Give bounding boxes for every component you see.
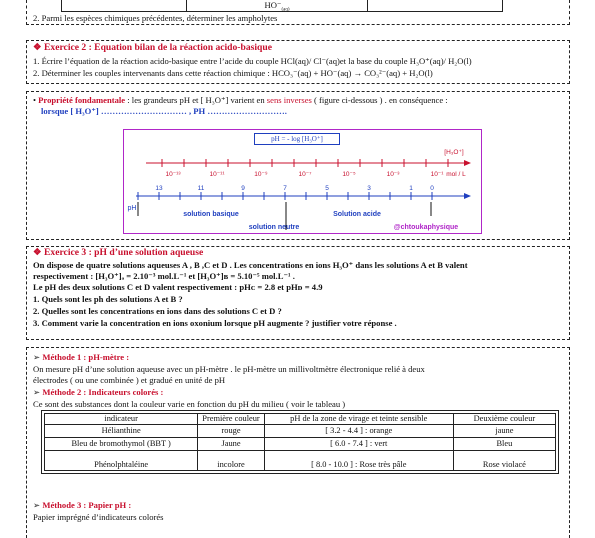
concentration-tick-label: 10⁻⁷ bbox=[298, 171, 312, 178]
concentration-tick-label: 10⁻¹¹ bbox=[209, 171, 225, 178]
table-cell: [ 6.0 - 7.4 ] : vert bbox=[264, 437, 453, 450]
table-cell: Jaune bbox=[198, 437, 264, 450]
top-table-fragment: $HO^-_{(aq)}$ 2. Parmi les espèces chimiques précédentes, déterminer les ampholytes bbox=[26, 0, 570, 25]
table-cell: [ 3.2 - 4.4 ] : orange bbox=[264, 424, 453, 437]
table-cell: Hélianthine bbox=[45, 424, 198, 437]
concentration-tick-label: 10⁻¹ bbox=[430, 171, 444, 178]
exercise-3-line2: respectivement : [H₃O⁺]ₐ = 2.10⁻³ mol.L⁻¹ et [H₃O⁺]ʙ = 5.10⁻⁵ mol.L⁻¹ . bbox=[33, 271, 295, 281]
property-line2-start: lorsque [ H₃O⁺] bbox=[41, 106, 101, 116]
question-ampholytes: 2. Parmi les espèces chimiques précédentes, déterminer les ampholytes bbox=[33, 13, 278, 23]
arrow-bullet-icon: ➢ bbox=[33, 500, 41, 510]
diamond-icon: ❖ bbox=[33, 42, 42, 53]
bullet-icon: • bbox=[33, 95, 37, 105]
exercise-3-title: Exercice 3 : pH d’une solution aqueuse bbox=[44, 247, 204, 258]
table-header: pH de la zone de virage et teinte sensible bbox=[264, 414, 453, 425]
concentration-unit: [H₃O⁺] bbox=[444, 149, 464, 156]
table-cell: [ 8.0 - 10.0 ] : Rose très pâle bbox=[264, 450, 453, 470]
ph-axis-label: pH bbox=[127, 205, 137, 212]
exercise-3-q2: 2. Quelles sont les concentrations en ions dans des solutions C et D ? bbox=[33, 306, 282, 316]
method-2-line1: Ce sont des substances dont la couleur varie en fonction du pH du milieu ( voir le tableau ) bbox=[33, 399, 346, 409]
ph-scale-svg bbox=[124, 130, 481, 233]
concentration-ticks bbox=[162, 159, 448, 178]
method-1-line2: électrodes ( ou une combinée ) et gradué en unité de pH bbox=[33, 375, 226, 385]
arrow-bullet-icon: ➢ bbox=[33, 387, 41, 397]
method-2-title: Méthode 2 : Indicateurs colorés : bbox=[42, 387, 164, 397]
ph-ticks bbox=[138, 185, 434, 200]
method-3-title: Méthode 3 : Papier pH : bbox=[42, 500, 132, 510]
arrow-bullet-icon: ➢ bbox=[33, 352, 41, 362]
method-1-title: Méthode 1 : pH-mètre : bbox=[42, 352, 130, 362]
exercise-3-box bbox=[26, 246, 570, 340]
concentration-tick-label: 10⁻³ bbox=[386, 171, 400, 178]
ph-tick-label: 3 bbox=[367, 185, 371, 192]
ph-tick-label: 5 bbox=[325, 185, 329, 192]
table-cell: Bleu bbox=[453, 437, 555, 450]
table-cell: rouge bbox=[198, 424, 264, 437]
ph-tick-label: 9 bbox=[241, 185, 245, 192]
table-cell: jaune bbox=[453, 424, 555, 437]
property-box: • Propriété fondamentale : les grandeurs pH et [ H₃O⁺] varient en sens inverses ( figure ci-dessous ) . en conséquence : lorsque [ H₃O⁺] ………………………… , PH ………………………. pH = - log [H₃O⁺] 10⁻¹³ 10⁻¹¹ 10⁻⁹ 10⁻⁷ 10⁻⁵ 10⁻³ 10⁻¹ [H₃O⁺] mol / L pH 13 11 9 7 5 3 1 0 solution basique Solution acide solution neutre @chtoukaphysique bbox=[26, 91, 570, 240]
diamond-icon: ❖ bbox=[33, 247, 42, 258]
concentration-unit2: mol / L bbox=[446, 171, 466, 178]
table-header: Deuxième couleur bbox=[453, 414, 555, 425]
hydroxide-formula: HO⁻ bbox=[264, 0, 282, 10]
exercise-2-title: Exercice 2 : Equation bilan de la réaction acido-basique bbox=[44, 42, 272, 53]
watermark: @chtoukaphysique bbox=[393, 224, 459, 231]
ph-formula-box: pH = - log [H₃O⁺] bbox=[254, 133, 340, 145]
exercise-3-line3: Le pH des deux solutions C et D valent respectivement : pHᴄ = 2.8 et pHᴅ = 4.9 bbox=[33, 282, 323, 292]
table-cell: Bleu de bromothymol (BBT ) bbox=[45, 437, 198, 450]
exercise-2-q1: 1. Écrire l’équation de la réaction acido-basique entre l’acide du couple HCl(aq)/ Cl⁻(aq)et la base du couple H₃O⁺(aq)/ H₂O(l) bbox=[33, 56, 472, 66]
table-row bbox=[45, 450, 556, 470]
table-cell: Rose violacé bbox=[453, 450, 555, 470]
ph-axis-arrow bbox=[464, 193, 471, 199]
neutral-solution-label: solution neutre bbox=[248, 224, 300, 231]
property-label: Propriété fondamentale bbox=[38, 95, 126, 105]
table-row bbox=[45, 437, 556, 450]
ph-tick-label: 11 bbox=[197, 185, 205, 192]
table-cell: incolore bbox=[198, 450, 264, 470]
basic-solution-label: solution basique bbox=[183, 211, 239, 218]
exercise-2-q2: 2. Déterminer les couples intervenants dans cette réaction chimique : HCO₃⁻(aq) + HO⁻(aq) → CO₃²⁻(aq) + H₂O(l) bbox=[33, 68, 433, 78]
table-row bbox=[45, 424, 556, 437]
inverse-sense: sens inverses bbox=[266, 95, 312, 105]
table-header: indicateur bbox=[45, 414, 198, 425]
ph-tick-label: 1 bbox=[409, 185, 413, 192]
concentration-axis-arrow bbox=[464, 160, 471, 166]
method-3-line1: Papier imprégné d’indicateurs colorés bbox=[33, 512, 164, 522]
ph-scale-figure bbox=[123, 129, 482, 234]
table-header: Première couleur bbox=[198, 414, 264, 425]
methods-box bbox=[26, 347, 570, 538]
table-header-row bbox=[45, 414, 556, 425]
table-cell: Phénolphtaléine bbox=[45, 450, 198, 470]
exercise-3-line1: On dispose de quatre solutions aqueuses A , B ,C et D . Les concentrations en ions H₃O⁺ dans les solutions A et B valent bbox=[33, 260, 468, 270]
exercise-3-q3: 3. Comment varie la concentration en ions oxonium lorsque pH augmente ? justifier votre réponse . bbox=[33, 318, 397, 328]
ph-tick-label: 13 bbox=[155, 185, 163, 192]
indicator-table bbox=[44, 413, 556, 471]
acid-solution-label: Solution acide bbox=[333, 211, 381, 218]
exercise-3-q1: 1. Quels sont les ph des solutions A et B ? bbox=[33, 294, 183, 304]
concentration-tick-label: 10⁻¹³ bbox=[165, 171, 181, 178]
method-1-line1: On mesure pH d’une solution aqueuse avec un pH-mètre . le pH-mètre un millivoltmètre électronique relié à deux bbox=[33, 364, 425, 374]
indicator-table-frame bbox=[41, 410, 559, 474]
concentration-tick-label: 10⁻⁹ bbox=[254, 171, 268, 178]
ph-tick-label: 7 bbox=[283, 185, 287, 192]
exercise-2-box bbox=[26, 40, 570, 84]
concentration-tick-label: 10⁻⁵ bbox=[342, 171, 356, 178]
ph-tick-label: 0 bbox=[430, 185, 434, 192]
